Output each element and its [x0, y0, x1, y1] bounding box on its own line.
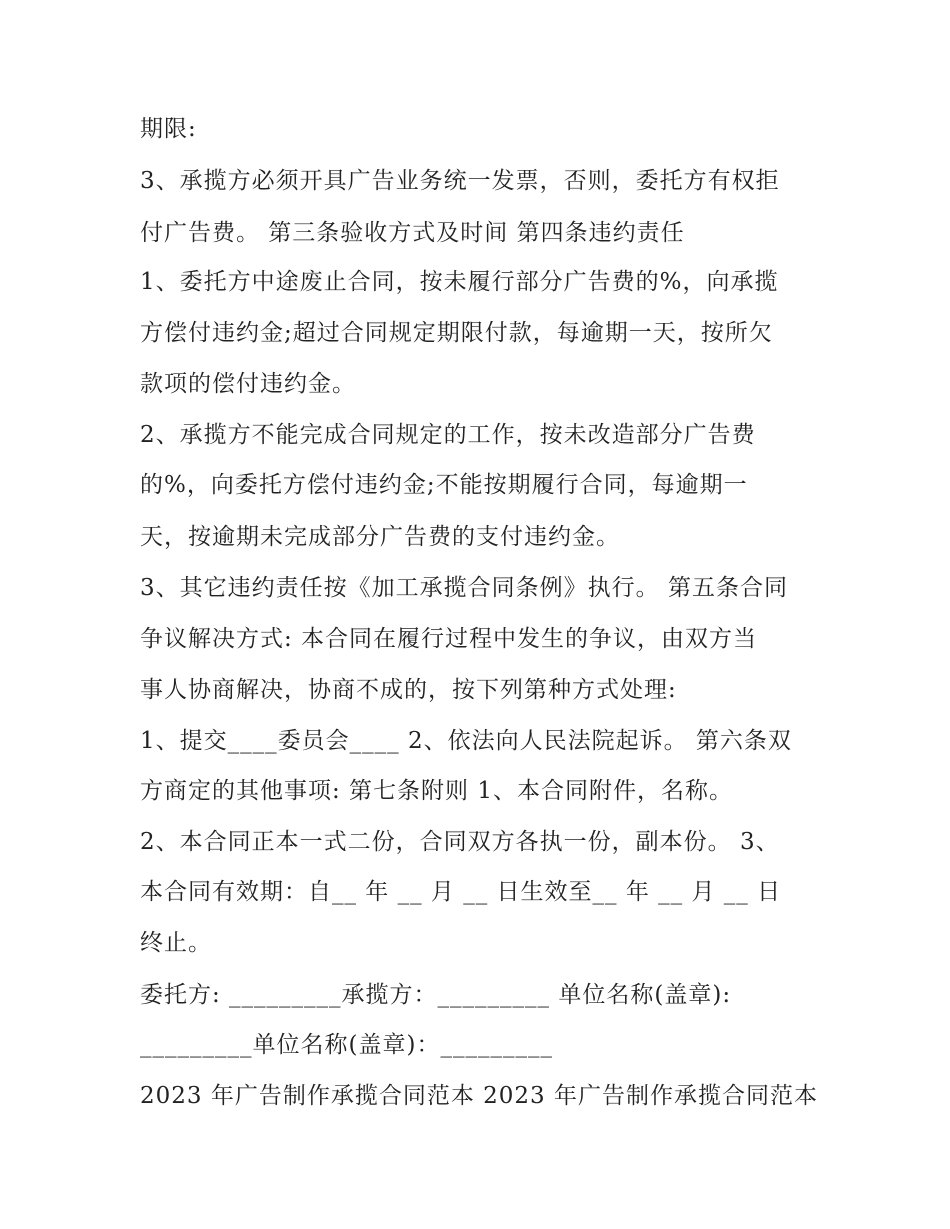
text-line: 事人协商解决，协商不成的，按下列第种方式处理: — [140, 677, 677, 703]
text-line: 方商定的其他事项: 第七条附则 1、本合同附件，名称。 — [140, 778, 734, 804]
text-line: 期限: — [140, 116, 197, 142]
text-line: 争议解决方式: 本合同在履行过程中发生的争议，由双方当 — [140, 626, 758, 652]
text-line: 款项的偿付违约金。 — [140, 371, 356, 397]
text-line: 1、委托方中途废止合同，按未履行部分广告费的%，向承揽 — [140, 269, 779, 295]
text-line: 委托方: _________承揽方：_________ 单位名称(盖章): — [140, 982, 732, 1008]
text-line: 2、本合同正本一式二份，合同双方各执一份，副本份。 3、 — [140, 829, 780, 855]
text-line: 终止。 — [140, 930, 212, 956]
text-line: 3、其它违约责任按《加工承揽合同条例》执行。 第五条合同 — [140, 575, 788, 601]
text-line: 方偿付违约金;超过合同规定期限付款，每逾期一天，按所欠 — [140, 320, 773, 346]
text-line: 2023 年广告制作承揽合同范本 2023 年广告制作承揽合同范本 — [140, 1083, 818, 1109]
text-line: 天，按逾期未完成部分广告费的支付违约金。 — [140, 524, 620, 550]
text-line: 3、承揽方必须开具广告业务统一发票，否则，委托方有权拒 — [140, 168, 780, 194]
text-line: 本合同有效期：自__ 年 __ 月 __ 日生效至__ 年 __ 月 __ 日 — [140, 879, 782, 905]
text-line: 2、承揽方不能完成合同规定的工作，按未改造部分广告费 — [140, 422, 756, 448]
text-line: 的%，向委托方偿付违约金;不能按期履行合同，每逾期一 — [140, 472, 748, 498]
text-line: _________单位名称(盖章)：_________ — [140, 1032, 553, 1058]
text-line: 付广告费。 第三条验收方式及时间 第四条违约责任 — [140, 220, 685, 246]
text-line: 1、提交____委员会____ 2、依法向人民法院起诉。 第六条双 — [140, 728, 792, 754]
